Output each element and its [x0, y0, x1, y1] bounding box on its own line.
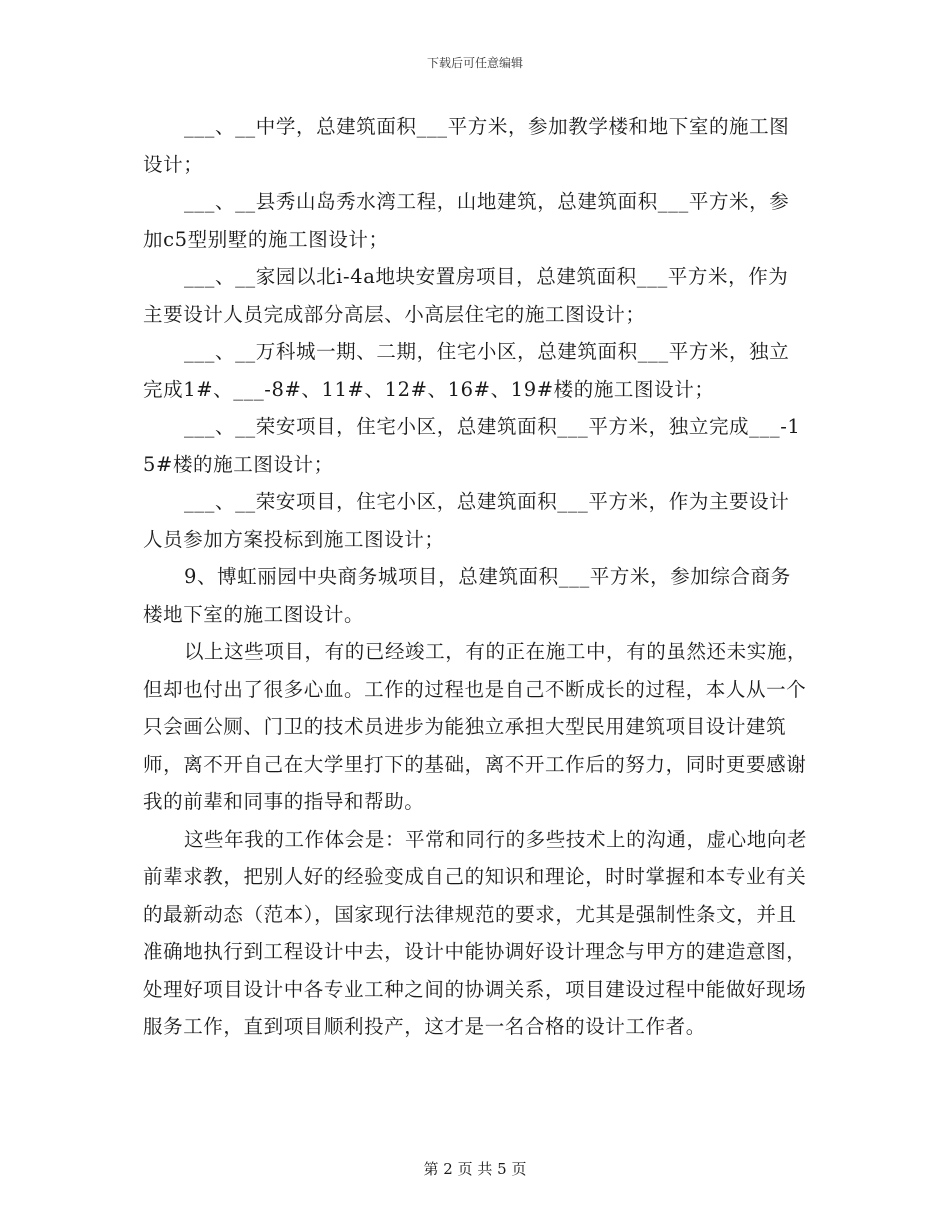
paragraph-project-2: ___、__县秀山岛秀水湾工程，山地建筑，总建筑面积___平方米，参加c5型别墅的施工图设计；	[143, 190, 790, 251]
paragraph-project-1: ___、__中学，总建筑面积___平方米，参加教学楼和地下室的施工图设计；	[143, 115, 790, 176]
paragraph-project-9: 9、博虹丽园中央商务城项目，总建筑面积___平方米，参加综合商务楼地下室的施工图设计。	[143, 565, 791, 626]
document-body	[143, 108, 808, 1046]
paragraph-project-6: ___、__荣安项目，住宅小区，总建筑面积___平方米，作为主要设计人员参加方案投标到施工图设计；	[143, 490, 790, 551]
paragraph-experience: 这些年我的工作体会是：平常和同行的多些技术上的沟通，虚心地向老前辈求教，把别人好的经验变成自己的知识和理论，时时掌握和本专业有关的最新动态（范本），国家现行法律规范的要求，尤其是强制性条文，并且准确地执行到工程设计中去，设计中能协调好设计理念与甲方的建造意图，处理好项目设计中各专业工种之间的协调关系，项目建设过程中能做好现场服务工作，直到项目顺利投产，这才是一名合格的设计工作者。	[143, 827, 808, 1038]
page-header-note: 下载后可任意编辑	[426, 56, 523, 70]
paragraph-summary: 以上这些项目，有的已经竣工，有的正在施工中，有的虽然还未实施，但却也付出了很多心血。工作的过程也是自己不断成长的过程，本人从一个只会画公厕、门卫的技术员进步为能独立承担大型民用建筑项目设计建筑师，离不开自己在大学里打下的基础，离不开工作后的努力，同时更要感谢我的前辈和同事的指导和帮助。	[143, 640, 808, 813]
paragraph-project-5: ___、__荣安项目，住宅小区，总建筑面积___平方米，独立完成___-15#楼的施工图设计；	[143, 415, 801, 476]
paragraph-project-4: ___、__万科城一期、二期，住宅小区，总建筑面积___平方米，独立完成1#、___-8#、11#、12#、16#、19#楼的施工图设计；	[143, 340, 790, 401]
page-number: 第 2 页 共 5 页	[423, 1160, 527, 1178]
paragraph-project-3: ___、__家园以北i-4a地块安置房项目，总建筑面积___平方米，作为主要设计人员完成部分高层、小高层住宅的施工图设计；	[143, 265, 789, 326]
